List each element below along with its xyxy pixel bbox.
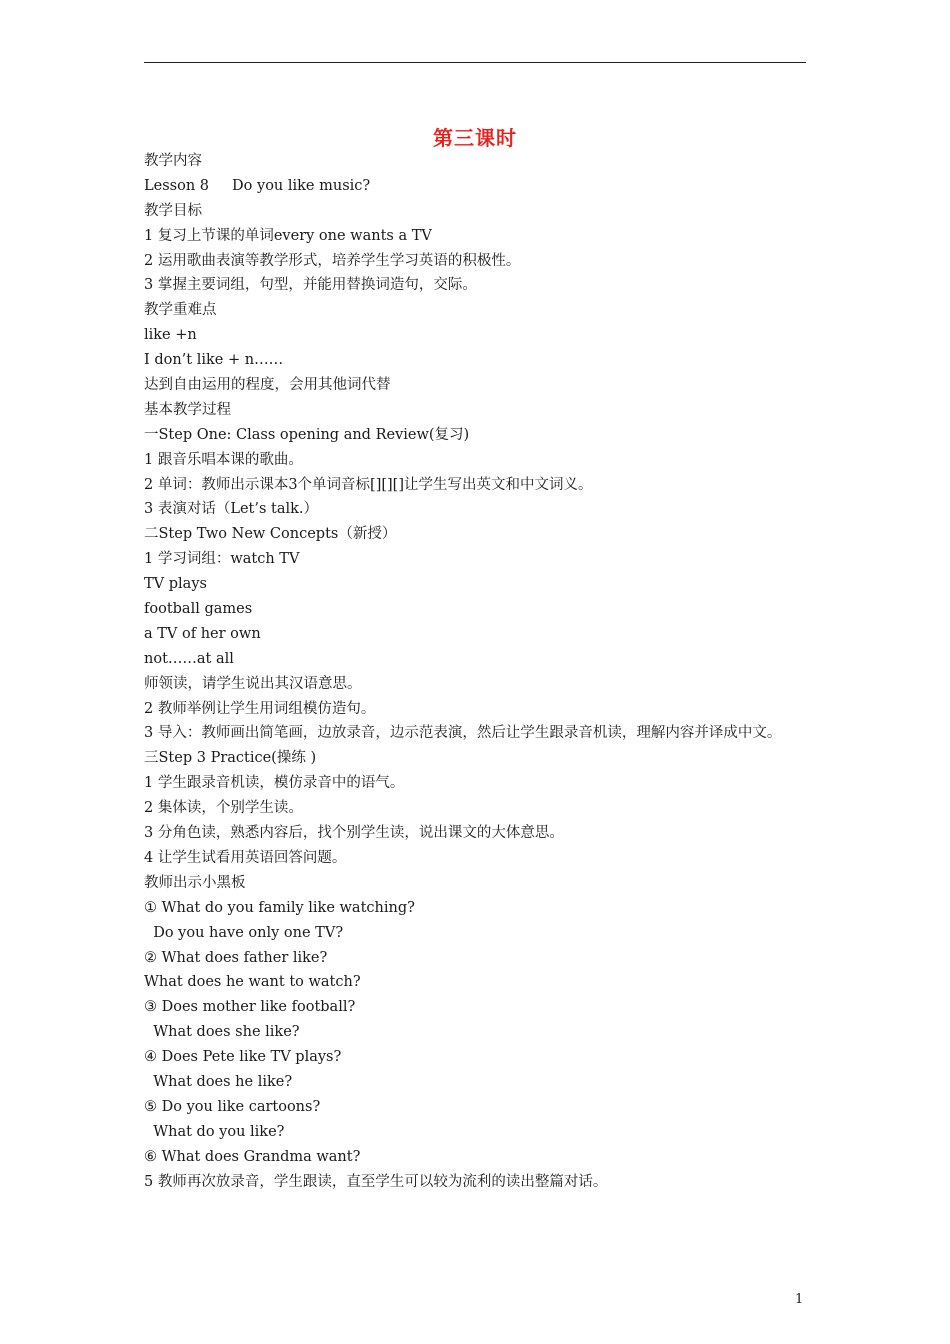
text-line: ① What do you family like watching? <box>144 899 415 916</box>
text-line: Lesson 8 Do you like music? <box>144 177 371 194</box>
text-line: 师领读，请学生说出其汉语意思。 <box>144 675 362 692</box>
text-line: 教学目标 <box>144 202 202 219</box>
text-line: Do you have only one TV? <box>144 924 344 941</box>
text-line: 达到自由运用的程度，会用其他词代替 <box>144 377 391 394</box>
text-line: 一Step One: Class opening and Review(复习) <box>144 426 470 443</box>
text-line: 2 集体读，个别学生读。 <box>144 800 303 817</box>
text-line: 3 导入：教师画出简笔画，边放录音，边示范表演，然后让学生跟录音机读，理解内容并译成中文。 <box>144 725 782 742</box>
text-line: 二Step Two New Concepts（新授） <box>144 526 397 543</box>
header-rule <box>144 62 806 63</box>
text-line: not……at all <box>144 650 234 667</box>
text-line: 教学内容 <box>144 153 202 169</box>
text-line: 2 单词：教师出示课本3个单词音标[][][]让学生写出英文和中文词义。 <box>144 476 593 493</box>
text-line: ④ Does Pete like TV plays? <box>144 1049 342 1066</box>
text-line: What do you like? <box>144 1123 285 1140</box>
text-line: I don’t like + n…… <box>144 352 284 369</box>
document-body <box>144 149 808 1194</box>
text-line: 1 跟音乐唱本课的歌曲。 <box>144 451 303 468</box>
page-title: 第三课时 <box>433 126 517 150</box>
text-line: ⑤ Do you like cartoons? <box>144 1098 321 1115</box>
text-line: 4 让学生试看用英语回答问题。 <box>144 849 347 866</box>
text-line: TV plays <box>144 576 207 593</box>
text-line: a TV of her own <box>144 625 261 642</box>
text-line: 1 学生跟录音机读，模仿录音中的语气。 <box>144 775 405 792</box>
page-number: 1 <box>795 1292 804 1307</box>
text-line: ③ Does mother like football? <box>144 999 356 1016</box>
text-line: 5 教师再次放录音，学生跟读，直至学生可以较为流利的读出整篇对话。 <box>144 1173 608 1190</box>
text-line: 基本教学过程 <box>144 401 231 418</box>
text-line: What does he want to watch? <box>144 974 361 991</box>
text-line: 1 复习上节课的单词every one wants a TV <box>144 227 432 244</box>
text-line: football games <box>144 601 253 618</box>
text-line: 教学重难点 <box>144 302 217 319</box>
text-line: 2 教师举例让学生用词组模仿造句。 <box>144 700 376 717</box>
text-line: 教师出示小黑板 <box>144 874 246 891</box>
text-line: 1 学习词组：watch TV <box>144 551 300 568</box>
text-line: What does she like? <box>144 1024 300 1041</box>
text-line: 3 表演对话（Let’s talk.） <box>144 501 319 518</box>
text-line: ② What does father like? <box>144 949 328 966</box>
text-line: What does he like? <box>144 1073 293 1090</box>
text-line: ⑥ What does Grandma want? <box>144 1148 361 1165</box>
text-line: 2 运用歌曲表演等教学形式，培养学生学习英语的积极性。 <box>144 252 521 269</box>
text-line: 3 掌握主要词组，句型，并能用替换词造句，交际。 <box>144 277 477 294</box>
text-line: 3 分角色读，熟悉内容后，找个别学生读，说出课文的大体意思。 <box>144 825 564 842</box>
text-line: 三Step 3 Practice(操练 ) <box>144 750 317 767</box>
text-line: like +n <box>144 327 197 344</box>
